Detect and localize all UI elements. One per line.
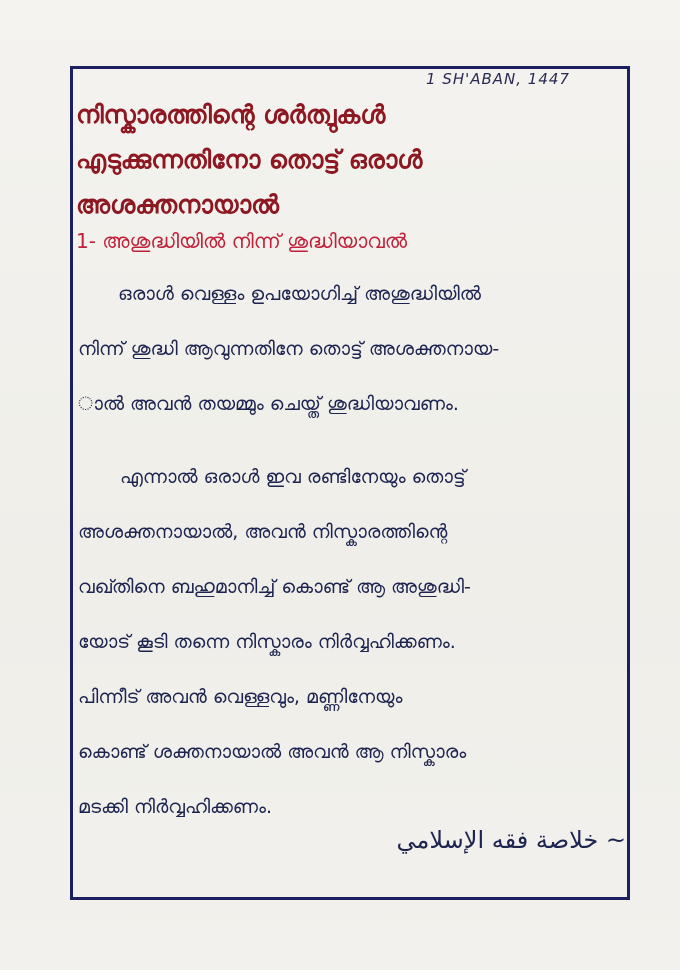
paragraph-line: മടക്കി നിർവ്വഹിക്കണം.	[78, 796, 272, 818]
title-line: അശക്തനായാൽ	[76, 190, 279, 219]
paragraph-line: ാൽ അവൻ തയമ്മും ചെയ്ത് ശുദ്ധിയാവണം.	[78, 393, 459, 415]
section-heading: 1- അശുദ്ധിയിൽ നിന്ന് ശുദ്ധിയാവൽ	[76, 229, 408, 253]
paragraph-line: എന്നാൽ ഒരാൾ ഇവ രണ്ടിനേയും തൊട്ട്	[120, 466, 466, 488]
paragraph-line: വഖ്തിനെ ബഹുമാനിച്ച് കൊണ്ട് ആ അശുദ്ധി-	[78, 576, 471, 598]
title-line: എടുക്കുന്നതിനോ തൊട്ട് ഒരാൾ	[76, 145, 423, 174]
paragraph-2	[78, 450, 618, 835]
paragraph-line: അശക്തനായാൽ, അവൻ നിസ്കാരത്തിന്റെ	[78, 521, 448, 543]
date-note: 1 SH'ABAN, 1447	[426, 70, 570, 88]
paragraph-line: നിന്ന് ശുദ്ധി ആവുന്നതിനേ തൊട്ട് അശക്തനായ-	[78, 338, 500, 360]
page-title	[76, 92, 621, 227]
paragraph-line: പിന്നീട് അവൻ വെള്ളവും, മണ്ണിനേയും	[78, 686, 403, 708]
paragraph-line: കൊണ്ട് ശക്തനായാൽ അവൻ ആ നിസ്കാരം	[78, 741, 467, 763]
source-citation: ~ خلاصة فقه الإسلامي	[396, 826, 626, 854]
title-line: നിസ്കാരത്തിന്റെ ശർത്വുകൾ	[76, 100, 386, 129]
paragraph-1	[78, 267, 618, 432]
paragraph-line: യോട് കൂടി തന്നെ നിസ്കാരം നിർവ്വഹിക്കണം.	[78, 631, 456, 653]
paragraph-line: ഒരാൾ വെള്ളം ഉപയോഗിച്ച് അശുദ്ധിയിൽ	[118, 283, 481, 305]
